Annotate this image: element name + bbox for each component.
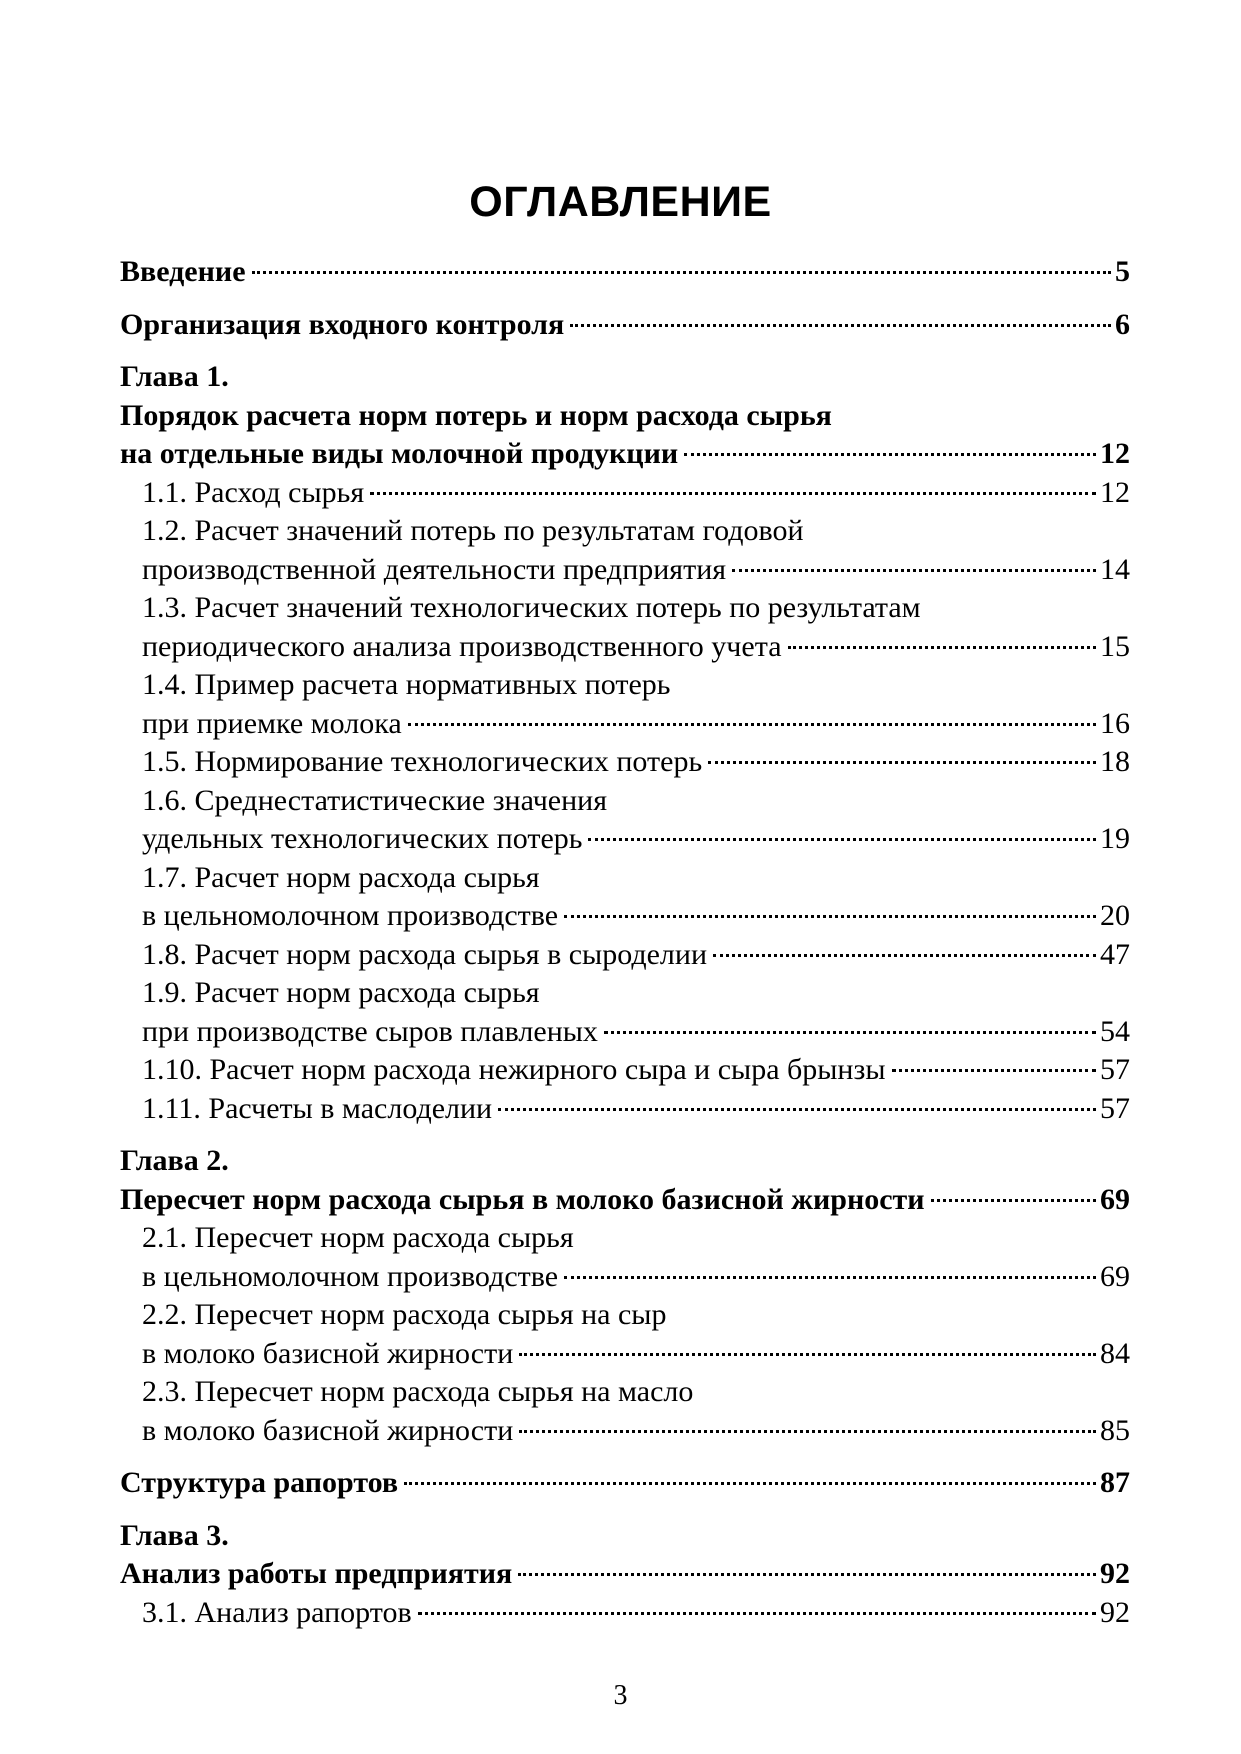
- toc-page-number: 15: [1100, 629, 1130, 663]
- toc-entry[interactable]: [120, 512, 1130, 589]
- toc-entry-title: производственной деятельности предприятия: [142, 552, 727, 586]
- toc-entry[interactable]: [120, 743, 1130, 782]
- toc-entry-title-line: Глава 3.: [120, 1518, 229, 1552]
- toc-page-number: 47: [1100, 937, 1130, 971]
- dot-leader: [408, 723, 1096, 726]
- toc-entry-title: 1.5. Нормирование технологических потерь: [142, 745, 703, 778]
- toc-entry-title: Введение: [120, 255, 246, 288]
- toc-entry[interactable]: [120, 1373, 1130, 1450]
- toc-entry[interactable]: [120, 474, 1130, 513]
- dot-leader: [519, 1430, 1096, 1433]
- toc-entry-title: в молоко базисной жирности: [142, 1413, 514, 1447]
- toc-entry[interactable]: [120, 589, 1130, 666]
- toc-entry-title: 1.1. Расход сырья: [142, 475, 365, 509]
- dot-leader: [732, 569, 1096, 572]
- dot-leader: [713, 954, 1096, 957]
- toc-page-number: 20: [1100, 899, 1130, 932]
- toc-entry[interactable]: [120, 1296, 1130, 1373]
- toc-page-number: 87: [1100, 1466, 1130, 1499]
- toc-page-number: 92: [1100, 1557, 1130, 1590]
- toc-entry[interactable]: [120, 859, 1130, 936]
- toc-entry-line: [142, 1013, 1130, 1052]
- toc-entry-title: Пересчет норм расхода сырья в молоко базисной жирности: [120, 1182, 925, 1216]
- dot-leader: [892, 1069, 1097, 1072]
- toc-entry-title-line: 1.6. Среднестатистические значения: [142, 783, 608, 817]
- toc-entry-title-line: 2.3. Пересчет норм расхода сырья на масло: [142, 1375, 694, 1408]
- toc-entry-title-line: 1.2. Расчет значений потерь по результатам годовой: [142, 514, 804, 547]
- toc-entry-line: [120, 1555, 1130, 1594]
- dot-leader: [588, 838, 1096, 841]
- dot-leader: [708, 761, 1096, 764]
- toc-entry-title: 1.11. Расчеты в маслоделии: [142, 1091, 493, 1125]
- toc-entry-title: Структура рапортов: [120, 1466, 399, 1499]
- toc-entry[interactable]: [120, 666, 1130, 743]
- toc-entry-title-line: 2.1. Пересчет норм расхода сырья: [142, 1221, 574, 1254]
- toc-page-number: 18: [1100, 745, 1130, 778]
- toc-entry-title: в цельномолочном производстве: [142, 1259, 559, 1293]
- toc-page-number: 16: [1100, 706, 1130, 740]
- toc-entry-title: 1.8. Расчет норм расхода сырья в сыроделии: [142, 937, 708, 971]
- toc-page-number: 12: [1100, 437, 1130, 470]
- toc-entry-title: 1.10. Расчет норм расхода нежирного сыра и сыра брынзы: [142, 1053, 886, 1086]
- toc-entry-line: [142, 551, 1130, 590]
- toc-entry-line: [142, 936, 1130, 975]
- toc-entry[interactable]: [120, 1464, 1130, 1503]
- toc-entry-title-line: 1.4. Пример расчета нормативных потерь: [142, 668, 671, 701]
- dot-leader: [564, 1276, 1096, 1279]
- toc-entry[interactable]: [120, 306, 1130, 345]
- toc-entry[interactable]: [120, 358, 1130, 474]
- dot-leader: [570, 324, 1111, 327]
- toc-entry-line: [142, 628, 1130, 667]
- toc-entry[interactable]: [120, 974, 1130, 1051]
- dot-leader: [252, 271, 1111, 274]
- toc-entry-title: 3.1. Анализ рапортов: [142, 1595, 412, 1629]
- toc-entry-title-line: Глава 1.: [120, 360, 229, 393]
- toc-page-number: 57: [1100, 1053, 1130, 1086]
- toc-entry-line: [142, 743, 1130, 782]
- toc-entry-line: [142, 705, 1130, 744]
- dot-leader: [604, 1031, 1096, 1034]
- toc-entry-title: на отдельные виды молочной продукции: [120, 437, 679, 470]
- toc-entry-line: [142, 1594, 1130, 1633]
- toc-entry-line: [120, 435, 1130, 474]
- toc-entry[interactable]: [120, 1051, 1130, 1090]
- toc-entry-title-line: 2.2. Пересчет норм расхода сырья на сыр: [142, 1298, 667, 1331]
- toc-page-number: 54: [1100, 1014, 1130, 1048]
- toc-entry-title-line: 1.3. Расчет значений технологических потерь по результатам: [142, 591, 921, 624]
- dot-leader: [404, 1482, 1096, 1485]
- toc-entry-line: [142, 1090, 1130, 1129]
- toc-page-number: 19: [1100, 822, 1130, 855]
- toc-entry-title: при производстве сыров плавленых: [142, 1014, 598, 1048]
- toc-entry[interactable]: [120, 1594, 1130, 1633]
- toc-entry-title-line: 1.7. Расчет норм расхода сырья: [142, 860, 540, 894]
- toc-page-number: 6: [1115, 307, 1130, 341]
- dot-leader: [519, 1353, 1096, 1356]
- dot-leader: [370, 492, 1096, 495]
- toc-entry-title: при приемке молока: [142, 706, 402, 740]
- toc-entry-line: [120, 253, 1130, 292]
- toc-entry-title: Организация входного контроля: [120, 307, 565, 341]
- toc-entry-line: [142, 1258, 1130, 1297]
- toc-entry-title-line: Порядок расчета норм потерь и норм расхода сырья: [120, 398, 832, 432]
- toc-entry-title-line: Глава 2.: [120, 1144, 229, 1177]
- toc-entry-line: [142, 1412, 1130, 1451]
- dot-leader: [931, 1199, 1096, 1202]
- toc-entry[interactable]: [120, 936, 1130, 975]
- toc-entry-line: [142, 474, 1130, 513]
- dot-leader: [498, 1108, 1096, 1111]
- toc-entry-line: [120, 1464, 1130, 1503]
- toc-entry-title-line: 1.9. Расчет норм расхода сырья: [142, 976, 540, 1009]
- table-of-contents: [120, 253, 1130, 1632]
- toc-entry-title: Анализ работы предприятия: [120, 1557, 513, 1590]
- toc-page-number: 85: [1100, 1413, 1130, 1447]
- toc-entry-line: [142, 897, 1130, 936]
- dot-leader: [788, 646, 1096, 649]
- page-title: ОГЛАВЛЕНИЕ: [469, 178, 772, 226]
- dot-leader: [684, 453, 1096, 456]
- toc-page-number: 57: [1100, 1091, 1130, 1125]
- toc-entry[interactable]: [120, 1219, 1130, 1296]
- toc-entry-line: [142, 1335, 1130, 1374]
- toc-page-number: 5: [1115, 255, 1130, 288]
- toc-page-number: 69: [1100, 1182, 1130, 1216]
- toc-entry-title: удельных технологических потерь: [142, 822, 583, 855]
- page-number: 3: [613, 1680, 628, 1711]
- toc-entry[interactable]: [120, 782, 1130, 859]
- toc-entry[interactable]: [120, 1090, 1130, 1129]
- toc-entry-title: периодического анализа производственного учета: [142, 629, 782, 663]
- toc-entry-line: [142, 1051, 1130, 1090]
- dot-leader: [564, 915, 1096, 918]
- dot-leader: [418, 1612, 1096, 1615]
- toc-entry[interactable]: [120, 253, 1130, 292]
- toc-entry[interactable]: [120, 1142, 1130, 1219]
- toc-entry-line: [142, 820, 1130, 859]
- toc-page-number: 84: [1100, 1336, 1130, 1370]
- toc-page-number: 14: [1100, 552, 1130, 586]
- toc-entry-line: [120, 1181, 1130, 1220]
- toc-entry[interactable]: [120, 1517, 1130, 1594]
- toc-entry-title: в цельномолочном производстве: [142, 899, 559, 932]
- toc-page-number: 12: [1100, 475, 1130, 509]
- dot-leader: [518, 1573, 1096, 1576]
- toc-entry-line: [120, 306, 1130, 345]
- toc-page-number: 92: [1100, 1595, 1130, 1629]
- toc-entry-title: в молоко базисной жирности: [142, 1336, 514, 1370]
- toc-page-number: 69: [1100, 1259, 1130, 1293]
